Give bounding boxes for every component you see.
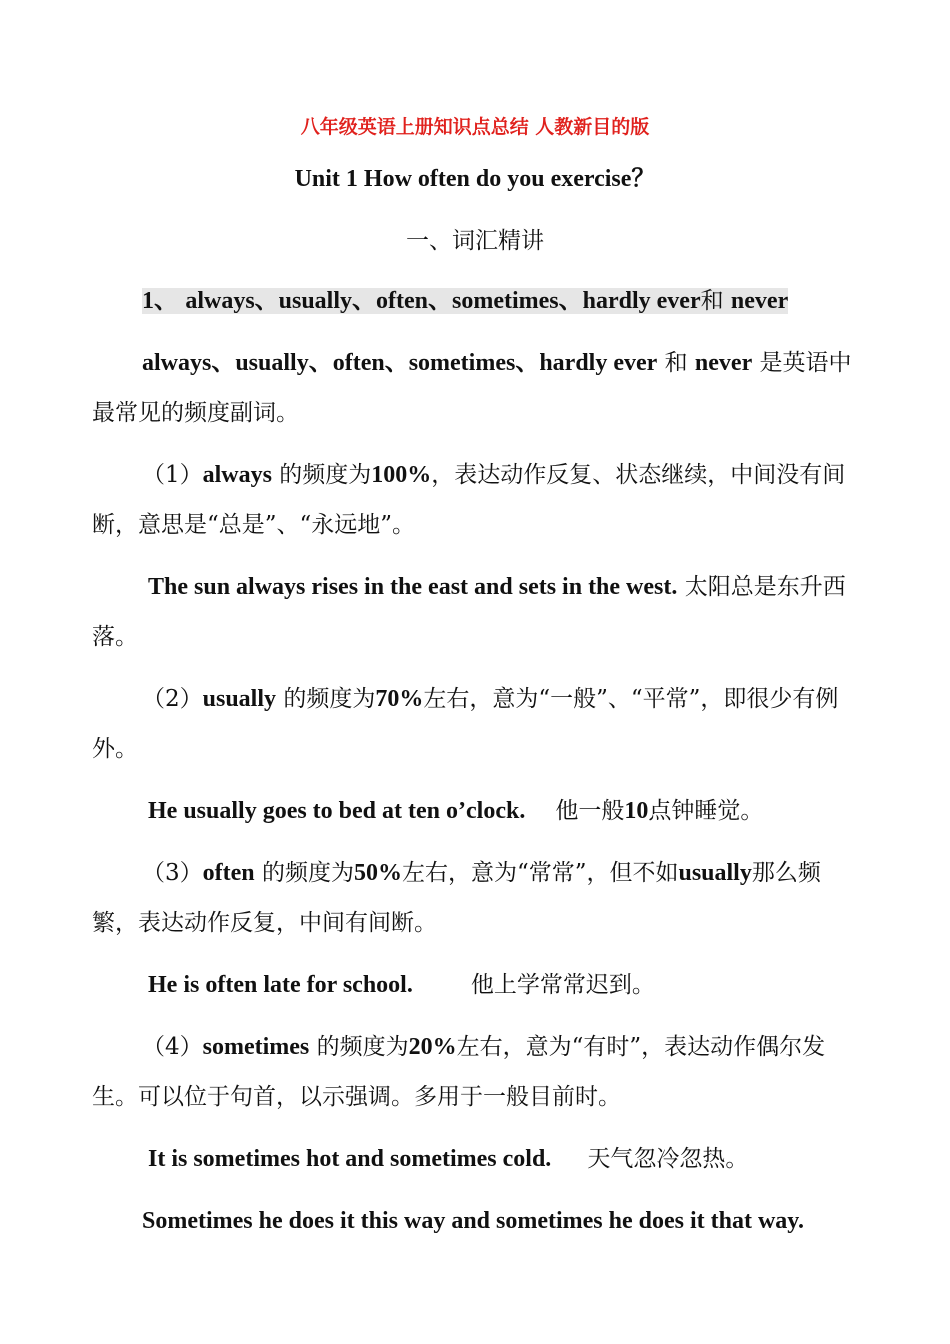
intro-zh1: 和 bbox=[664, 350, 688, 376]
item-1-last: never bbox=[730, 288, 789, 314]
point-3-word: often bbox=[202, 860, 255, 886]
section-title: 一、词汇精讲 bbox=[406, 228, 544, 254]
point-1-number: （1） bbox=[142, 462, 203, 488]
document-header: 八年级英语上册知识点总结 人教新目的版 bbox=[300, 116, 650, 138]
point-3-example bbox=[92, 960, 860, 1010]
point-4-pct: 20% bbox=[408, 1034, 457, 1060]
point-2-word: usually bbox=[202, 686, 277, 712]
point-4-example-zh: 天气忽冷忽热。 bbox=[587, 1146, 749, 1172]
point-1-paragraph bbox=[92, 450, 860, 550]
intro-en2: never bbox=[694, 350, 753, 376]
point-4-example-2 bbox=[142, 1196, 882, 1246]
point-1-zh2: ，表达动作反复、状态继续，中间没有间断，意思是“总是”、“永远地”。 bbox=[92, 462, 846, 538]
point-3-example-en: He is often late for school. bbox=[148, 972, 413, 998]
unit-title: Unit 1 How often do you exercise？ bbox=[294, 166, 656, 192]
point-1-example-en: The sun always rises in the east and sets in the west. bbox=[148, 574, 678, 600]
point-1-pct: 100% bbox=[371, 462, 432, 488]
point-3-zh3: 那么频繁，表达动作反复，中间有间断。 bbox=[92, 860, 821, 936]
item-1-words: always、usually、often、sometimes、hardly ever bbox=[185, 288, 701, 314]
point-3-zh2: 左右，意为“常常”，但不如 bbox=[401, 860, 679, 886]
point-4-number: （4） bbox=[142, 1034, 203, 1060]
point-4-zh1: 的频度为 bbox=[316, 1034, 409, 1060]
point-3-word2: usually bbox=[678, 860, 752, 886]
intro-en: always、usually、often、sometimes、hardly ever bbox=[142, 350, 658, 376]
point-4-paragraph bbox=[92, 1022, 860, 1122]
point-3-zh1: 的频度为 bbox=[261, 860, 354, 886]
point-2-pct: 70% bbox=[375, 686, 424, 712]
point-2-zh1: 的频度为 bbox=[283, 686, 376, 712]
point-2-paragraph bbox=[92, 674, 860, 774]
point-3-paragraph bbox=[92, 848, 860, 948]
point-3-number: （3） bbox=[142, 860, 203, 886]
point-1-example bbox=[92, 562, 860, 662]
point-4-word: sometimes bbox=[202, 1034, 310, 1060]
point-4-example-en: It is sometimes hot and sometimes cold. bbox=[148, 1146, 552, 1172]
point-2-number: （2） bbox=[142, 686, 203, 712]
point-2-example-zh-post: 点钟睡觉。 bbox=[648, 798, 764, 824]
point-2-example-num: 10 bbox=[624, 798, 649, 824]
item-1-and: 和 bbox=[700, 288, 724, 314]
item-1-heading bbox=[142, 276, 862, 326]
point-1-word: always bbox=[202, 462, 272, 488]
point-3-example-zh: 他上学常常迟到。 bbox=[470, 972, 655, 998]
point-2-example bbox=[92, 786, 860, 836]
intro-zh2: 是英语中最常见的频度副词。 bbox=[92, 350, 852, 426]
point-1-example-zh: 太阳总是东升西落。 bbox=[92, 574, 846, 650]
intro-paragraph bbox=[92, 338, 860, 438]
point-4-example-2-en: Sometimes he does it this way and sometimes he does it that way. bbox=[142, 1208, 804, 1234]
point-2-example-zh-pre: 他一般 bbox=[555, 798, 625, 824]
point-2-example-en: He usually goes to bed at ten o’clock. bbox=[148, 798, 526, 824]
point-4-example bbox=[92, 1134, 860, 1184]
item-1-number: 1、 bbox=[142, 288, 178, 314]
point-1-zh1: 的频度为 bbox=[279, 462, 372, 488]
point-2-zh2: 左右，意为“一般”、“平常”，即很少有例外。 bbox=[92, 686, 839, 762]
point-3-pct: 50% bbox=[353, 860, 402, 886]
point-4-zh2: 左右，意为“有时”，表达动作偶尔发生。可以位于句首，以示强调。多用于一般目前时。 bbox=[92, 1034, 826, 1110]
